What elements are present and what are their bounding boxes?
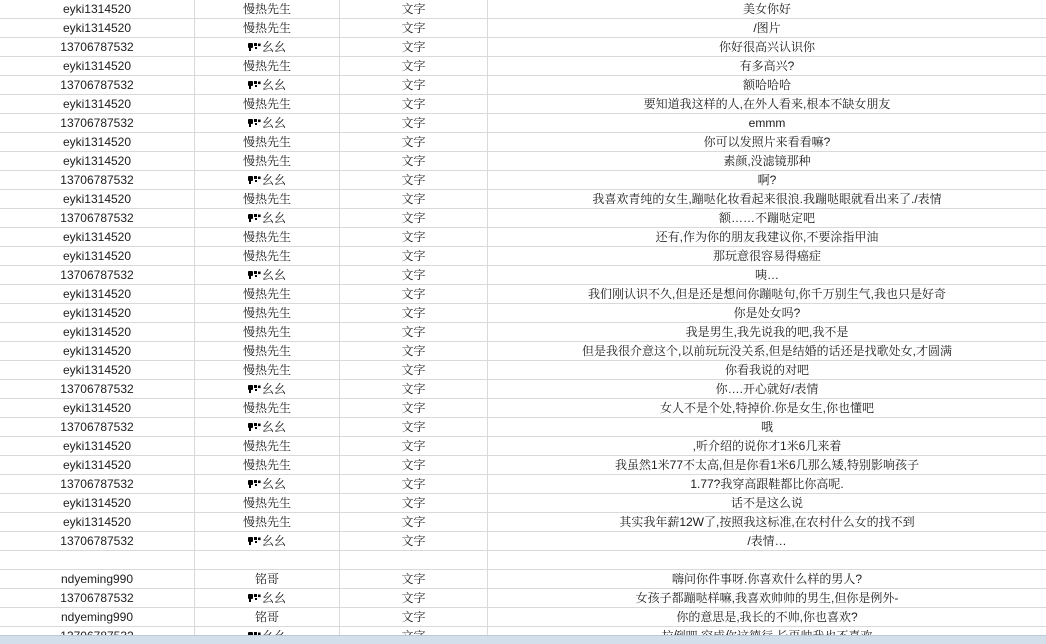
cell-message-type[interactable]: 文字: [340, 513, 488, 531]
cell-message-content[interactable]: 咦…: [754, 268, 779, 282]
cell-account-id[interactable]: 13706787532: [0, 171, 195, 189]
table-row: [0, 57, 1046, 76]
cell-message-type[interactable]: 文字: [340, 418, 488, 436]
nickname-label: 幺幺: [261, 173, 286, 187]
cell-message-content[interactable]: 你看我说的对吧: [724, 363, 809, 377]
cell-nickname[interactable]: [195, 456, 340, 474]
cell-nickname[interactable]: [195, 437, 340, 455]
cell-account-id[interactable]: eyki1314520: [0, 285, 195, 303]
table-row: [0, 304, 1046, 323]
cell-message-type[interactable]: 文字: [340, 209, 488, 227]
cell-account-id[interactable]: 13706787532: [0, 589, 195, 607]
cell-message-content[interactable]: 还有,作为你的朋友我建议你,不要涂指甲油: [655, 230, 879, 244]
cell-nickname[interactable]: [195, 171, 340, 189]
cell-account-id[interactable]: 13706787532: [0, 418, 195, 436]
cell-message-content[interactable]: 女人不是个处,特掉价.你是女生,你也懂吧: [659, 401, 874, 415]
table-row: [0, 95, 1046, 114]
cell-account-id[interactable]: 13706787532: [0, 38, 195, 56]
cell-nickname[interactable]: [195, 494, 340, 512]
table-row: [0, 19, 1046, 38]
nickname-label: 慢热先生: [242, 59, 291, 73]
cell-nickname[interactable]: [195, 19, 340, 37]
nickname-label: 铭哥: [254, 610, 279, 624]
table-row: [0, 532, 1046, 551]
table-row: [0, 171, 1046, 190]
nickname-label: 慢热先生: [242, 439, 291, 453]
table-row: [0, 209, 1046, 228]
cell-message-content[interactable]: 额……不蹦哒定吧: [718, 211, 815, 225]
table-row: [0, 190, 1046, 209]
cell-message-type[interactable]: 文字: [340, 57, 488, 75]
cell-account-id[interactable]: ndyeming990: [0, 570, 195, 588]
cell-message-content[interactable]: 有多高兴?: [739, 59, 795, 73]
nickname-label: 铭哥: [254, 572, 279, 586]
cell-nickname[interactable]: [195, 361, 340, 379]
table-row: [0, 399, 1046, 418]
nickname-label: 幺幺: [261, 591, 286, 605]
cell-account-id[interactable]: eyki1314520: [0, 19, 195, 37]
cell-nickname[interactable]: [195, 399, 340, 417]
cell-message-content[interactable]: 你的意思是,我长的不帅,你也喜欢?: [676, 610, 858, 624]
cell-nickname[interactable]: [195, 532, 340, 550]
cell-nickname[interactable]: [195, 38, 340, 56]
cell-account-id[interactable]: 13706787532: [0, 266, 195, 284]
cell-message-type[interactable]: 文字: [340, 152, 488, 170]
cell-account-id[interactable]: eyki1314520: [0, 57, 195, 75]
cell-account-id[interactable]: eyki1314520: [0, 228, 195, 246]
nickname-label: 幺幺: [261, 78, 286, 92]
nickname-label: 慢热先生: [242, 287, 291, 301]
nickname-emoji-icon: [248, 175, 261, 185]
cell-message-type[interactable]: 文字: [340, 532, 488, 550]
cell-nickname[interactable]: [195, 0, 340, 18]
nickname-emoji-icon: [248, 536, 261, 546]
cell-message-content[interactable]: 女孩子都蹦哒样嘛,我喜欢帅帅的男生,但你是例外-: [635, 591, 899, 605]
cell-account-id[interactable]: eyki1314520: [0, 456, 195, 474]
cell-message-content[interactable]: 那玩意很容易得癌症: [712, 249, 821, 263]
cell-nickname[interactable]: [195, 418, 340, 436]
cell-message-type[interactable]: 文字: [340, 0, 488, 18]
table-row: [0, 342, 1046, 361]
cell-message-content[interactable]: 其实我年薪12W了,按照我这标准,在农村什么女的找不到: [619, 515, 915, 529]
nickname-label: 慢热先生: [242, 97, 291, 111]
cell-message-content[interactable]: 你可以发照片来看看嘛?: [703, 135, 831, 149]
cell-message-type[interactable]: 文字: [340, 19, 488, 37]
cell-account-id[interactable]: eyki1314520: [0, 304, 195, 322]
table-row: [0, 608, 1046, 627]
cell-account-id[interactable]: eyki1314520: [0, 190, 195, 208]
table-row: [0, 266, 1046, 285]
cell-message-type[interactable]: 文字: [340, 304, 488, 322]
cell-account-id[interactable]: 13706787532: [0, 209, 195, 227]
table-row: [0, 456, 1046, 475]
nickname-emoji-icon: [248, 422, 261, 432]
cell-message-content[interactable]: 我虽然1米77不太高,但是你看1米6几那么矮,特别影响孩子: [614, 458, 920, 472]
nickname-emoji-icon: [248, 593, 261, 603]
nickname-label: 幺幺: [261, 420, 286, 434]
nickname-label: 幺幺: [261, 534, 286, 548]
nickname-label: 慢热先生: [242, 192, 291, 206]
cell-account-id[interactable]: eyki1314520: [0, 494, 195, 512]
cell-message-content[interactable]: emmm: [748, 116, 786, 130]
cell-message-content[interactable]: 美女你好: [742, 2, 791, 16]
nickname-label: 慢热先生: [242, 496, 291, 510]
cell-message-type[interactable]: 文字: [340, 589, 488, 607]
cell-message-type[interactable]: 文字: [340, 323, 488, 341]
nickname-emoji-icon: [248, 118, 261, 128]
cell-message-type[interactable]: 文字: [340, 494, 488, 512]
cell-message-type[interactable]: 文字: [340, 114, 488, 132]
cell-message-type[interactable]: 文字: [340, 380, 488, 398]
table-row: [0, 323, 1046, 342]
cell-nickname[interactable]: [195, 209, 340, 227]
cell-message-type[interactable]: 文字: [340, 95, 488, 113]
cell-message-content[interactable]: 1.77?我穿高跟鞋都比你高呢.: [690, 477, 844, 491]
table-row: [0, 437, 1046, 456]
cell-account-id[interactable]: eyki1314520: [0, 95, 195, 113]
nickname-label: 慢热先生: [242, 344, 291, 358]
cell-nickname[interactable]: [195, 114, 340, 132]
nickname-label: 慢热先生: [242, 515, 291, 529]
nickname-emoji-icon: [248, 42, 261, 52]
nickname-label: 幺幺: [261, 116, 286, 130]
cell-message-content[interactable]: 我是男生,我先说我的吧,我不是: [685, 325, 849, 339]
cell-account-id[interactable]: ndyeming990: [0, 608, 195, 626]
table-row: [0, 513, 1046, 532]
cell-message-type[interactable]: 文字: [340, 38, 488, 56]
table-row: [0, 0, 1046, 19]
nickname-label: 慢热先生: [242, 458, 291, 472]
nickname-emoji-icon: [248, 270, 261, 280]
cell-message-content[interactable]: [488, 551, 1046, 569]
cell-nickname[interactable]: [195, 323, 340, 341]
cell-message-content[interactable]: 我喜欢青纯的女生,蹦哒化妆看起来很浪.我蹦哒眼就看出来了./表情: [592, 192, 942, 206]
table-row: [0, 152, 1046, 171]
cell-account-id[interactable]: 13706787532: [0, 114, 195, 132]
cell-account-id[interactable]: [0, 551, 195, 569]
nickname-label: 慢热先生: [242, 249, 291, 263]
cell-nickname[interactable]: [195, 570, 340, 588]
cell-message-type[interactable]: 文字: [340, 285, 488, 303]
table-row-empty: [0, 551, 1046, 570]
cell-message-type[interactable]: 文字: [340, 570, 488, 588]
cell-nickname[interactable]: [195, 247, 340, 265]
cell-account-id[interactable]: eyki1314520: [0, 342, 195, 360]
cell-account-id[interactable]: 13706787532: [0, 532, 195, 550]
cell-account-id[interactable]: eyki1314520: [0, 361, 195, 379]
cell-nickname[interactable]: [195, 57, 340, 75]
cell-message-type[interactable]: 文字: [340, 456, 488, 474]
table-row: [0, 247, 1046, 266]
cell-nickname[interactable]: [195, 608, 340, 626]
nickname-label: 慢热先生: [242, 21, 291, 35]
cell-message-content[interactable]: 额哈哈哈: [742, 78, 791, 92]
cell-nickname[interactable]: [195, 190, 340, 208]
nickname-label: 慢热先生: [242, 306, 291, 320]
table-row: [0, 570, 1046, 589]
table-row: [0, 228, 1046, 247]
cell-nickname[interactable]: [195, 304, 340, 322]
table-row: [0, 76, 1046, 95]
cell-message-content[interactable]: 啊?: [757, 173, 777, 187]
cell-message-content[interactable]: /图片: [753, 21, 781, 35]
cell-message-type[interactable]: 文字: [340, 228, 488, 246]
cell-nickname[interactable]: [195, 266, 340, 284]
table-row: [0, 494, 1046, 513]
nickname-emoji-icon: [248, 479, 261, 489]
cell-nickname[interactable]: [195, 342, 340, 360]
cell-message-type[interactable]: 文字: [340, 190, 488, 208]
nickname-label: 幺幺: [261, 477, 286, 491]
cell-nickname[interactable]: [195, 228, 340, 246]
horizontal-scrollbar[interactable]: [0, 635, 1046, 644]
cell-account-id[interactable]: eyki1314520: [0, 513, 195, 531]
nickname-label: 慢热先生: [242, 363, 291, 377]
cell-message-content[interactable]: 我们刚认识不久,但是还是想问你蹦哒句,你千万别生气,我也只是好奇: [587, 287, 946, 301]
cell-message-type[interactable]: 文字: [340, 76, 488, 94]
cell-message-content[interactable]: 哦: [760, 420, 773, 434]
nickname-label: 慢热先生: [242, 230, 291, 244]
cell-nickname[interactable]: [195, 152, 340, 170]
cell-nickname[interactable]: [195, 513, 340, 531]
cell-message-type[interactable]: 文字: [340, 247, 488, 265]
cell-account-id[interactable]: 13706787532: [0, 380, 195, 398]
table-row: [0, 114, 1046, 133]
cell-message-type[interactable]: 文字: [340, 342, 488, 360]
nickname-label: 慢热先生: [242, 154, 291, 168]
cell-message-type[interactable]: [340, 551, 488, 569]
cell-account-id[interactable]: eyki1314520: [0, 323, 195, 341]
cell-nickname[interactable]: [195, 133, 340, 151]
cell-message-type[interactable]: 文字: [340, 361, 488, 379]
cell-message-content[interactable]: 素颜,没滤镜那种: [723, 154, 811, 168]
cell-account-id[interactable]: eyki1314520: [0, 0, 195, 18]
nickname-label: 慢热先生: [242, 2, 291, 16]
cell-message-type[interactable]: 文字: [340, 399, 488, 417]
cell-account-id[interactable]: eyki1314520: [0, 247, 195, 265]
cell-account-id[interactable]: eyki1314520: [0, 399, 195, 417]
cell-nickname[interactable]: [195, 95, 340, 113]
cell-account-id[interactable]: eyki1314520: [0, 152, 195, 170]
cell-message-type[interactable]: 文字: [340, 171, 488, 189]
cell-message-content[interactable]: 要知道我这样的人,在外人看来,根本不缺女朋友: [643, 97, 891, 111]
cell-account-id[interactable]: 13706787532: [0, 475, 195, 493]
nickname-label: 幺幺: [261, 40, 286, 54]
nickname-emoji-icon: [248, 384, 261, 394]
cell-message-type[interactable]: 文字: [340, 608, 488, 626]
nickname-label: 慢热先生: [242, 325, 291, 339]
cell-message-type[interactable]: 文字: [340, 437, 488, 455]
cell-message-content[interactable]: /表情…: [747, 534, 787, 548]
nickname-label: 慢热先生: [242, 401, 291, 415]
nickname-emoji-icon: [248, 80, 261, 90]
cell-message-content[interactable]: ,听介绍的说你才1米6几来着: [692, 439, 842, 453]
cell-nickname[interactable]: [195, 380, 340, 398]
cell-account-id[interactable]: eyki1314520: [0, 437, 195, 455]
nickname-label: 慢热先生: [242, 135, 291, 149]
table-row: [0, 475, 1046, 494]
cell-nickname[interactable]: [195, 589, 340, 607]
table-row: [0, 133, 1046, 152]
cell-message-type[interactable]: 文字: [340, 266, 488, 284]
cell-message-type[interactable]: 文字: [340, 475, 488, 493]
cell-message-content[interactable]: 你….开心就好/表情: [715, 382, 819, 396]
cell-nickname[interactable]: [195, 76, 340, 94]
cell-message-type[interactable]: 文字: [340, 133, 488, 151]
cell-nickname[interactable]: [195, 285, 340, 303]
nickname-label: 幺幺: [261, 211, 286, 225]
nickname-label: 幺幺: [261, 382, 286, 396]
table-row: [0, 285, 1046, 304]
cell-account-id[interactable]: eyki1314520: [0, 133, 195, 151]
cell-message-content[interactable]: 你是处女吗?: [733, 306, 801, 320]
nickname-label: 幺幺: [261, 268, 286, 282]
cell-message-content[interactable]: 但是我很介意这个,以前玩玩没关系,但是结婚的话还是找歌处女,才圆满: [581, 344, 952, 358]
cell-nickname[interactable]: [195, 551, 340, 569]
table-row: [0, 589, 1046, 608]
table-row: [0, 380, 1046, 399]
table-row: [0, 38, 1046, 57]
cell-message-content[interactable]: 嗨问你件事呀.你喜欢什么样的男人?: [671, 572, 862, 586]
cell-account-id[interactable]: 13706787532: [0, 76, 195, 94]
cell-message-content[interactable]: 话不是这么说: [730, 496, 803, 510]
nickname-emoji-icon: [248, 213, 261, 223]
table-row: [0, 418, 1046, 437]
table-row: [0, 361, 1046, 380]
cell-nickname[interactable]: [195, 475, 340, 493]
cell-message-content[interactable]: 你好很高兴认识你: [718, 40, 815, 54]
